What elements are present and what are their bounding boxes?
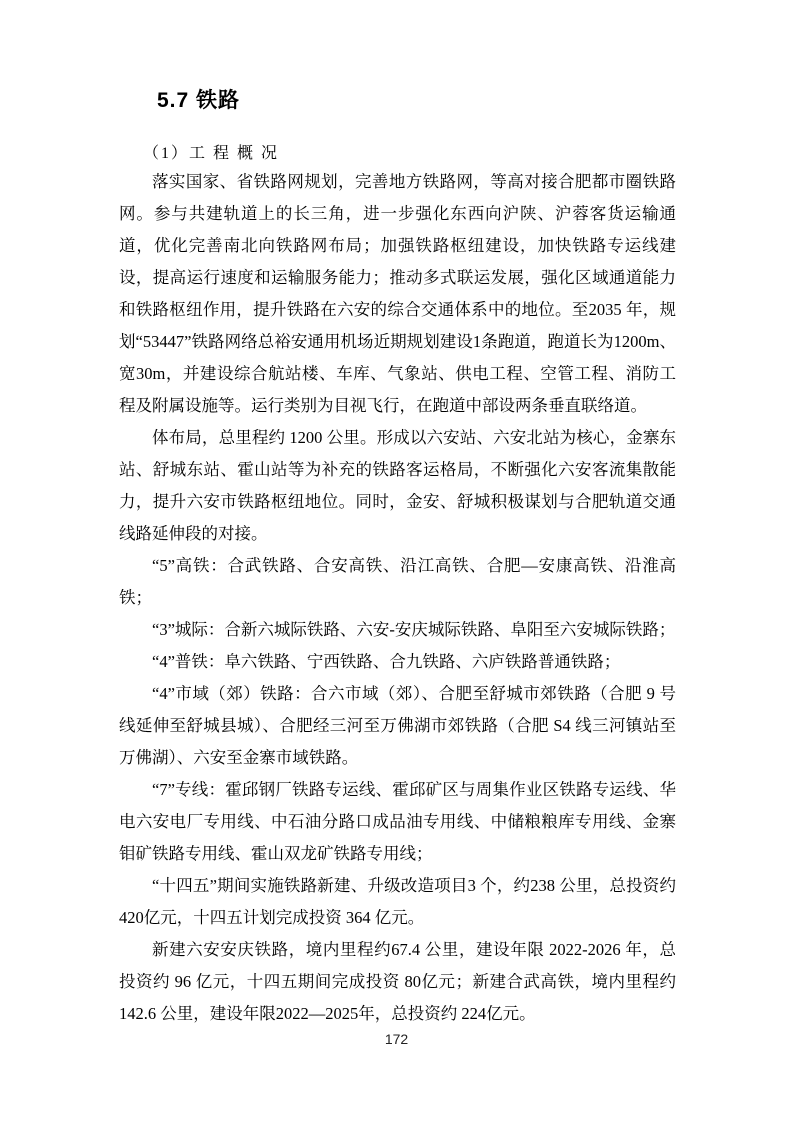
section-heading: 5.7 铁路 [157,89,241,112]
paragraph: “4”普铁：阜六铁路、宁西铁路、合九铁路、六庐铁路普通铁路； [152,652,621,671]
paragraph: 体布局，总里程约 1200 公里。形成以六安站、六安北站为核心，金寨东站、舒城东站、霍山站等为补充的铁路客运格局，不断强化六安客流集散能力，提升六安市铁路枢纽地位。同时，金安、舒城积极谋划与合肥轨道交通线路延伸段的对接。 [119,428,676,543]
paragraph: 新建六安安庆铁路，境内里程约67.4 公里，建设年限 2022-2026 年，总投资约 96 亿元，十四五期间完成投资 80亿元；新建合武高铁，境内里程约142.6 公里，建设年限2022—2025年，总投资约 224亿元。 [119,940,676,1023]
paragraph: “5”高铁：合武铁路、合安高铁、沿江高铁、合肥—安康高铁、沿淮高铁； [119,556,676,607]
paragraph: “十四五”期间实施铁路新建、升级改造项目3 个，约238 公里，总投资约 420亿元，十四五计划完成投资 364 亿元。 [119,876,676,927]
paragraph: 落实国家、省铁路网规划，完善地方铁路网，等高对接合肥都市圈铁路网。参与共建轨道上的长三角，进一步强化东西向沪陕、沪蓉客货运输通道，优化完善南北向铁路网布局；加强铁路枢纽建设，加快铁路专运线建设，提高运行速度和运输服务能力；推动多式联运发展，强化区域通道能力和铁路枢纽作用，提升铁路在六安的综合交通体系中的地位。至2035 年，规划“53447”铁路网络总裕安通用机场近期规划建设1条跑道，跑道长为1200m、宽30m，并建设综合航站楼、车库、气象站、供电工程、空管工程、消防工程及附属设施等。运行类别为目视飞行，在跑道中部设两条垂直联络道。 [119,172,676,415]
paragraph: “7”专线：霍邱钢厂铁路专运线、霍邱矿区与周集作业区铁路专运线、华电六安电厂专用线、中石油分路口成品油专用线、中储粮粮库专用线、金寨钼矿铁路专用线、霍山双龙矿铁路专用线； [119,780,676,863]
paragraph: “4”市域（郊）铁路：合六市域（郊）、合肥至舒城市郊铁路（合肥 9 号线延伸至舒城县城）、合肥经三河至万佛湖市郊铁路（合肥 S4 线三河镇站至万佛湖）、六安至金寨市域铁路。 [119,684,676,767]
paragraph: “3”城际：合新六城际铁路、六安-安庆城际铁路、阜阳至六安城际铁路； [152,620,676,639]
document-body [119,166,676,1030]
page-number: 172 [384,1031,409,1047]
subsection-heading: （1）工 程 概 况 [143,145,280,162]
